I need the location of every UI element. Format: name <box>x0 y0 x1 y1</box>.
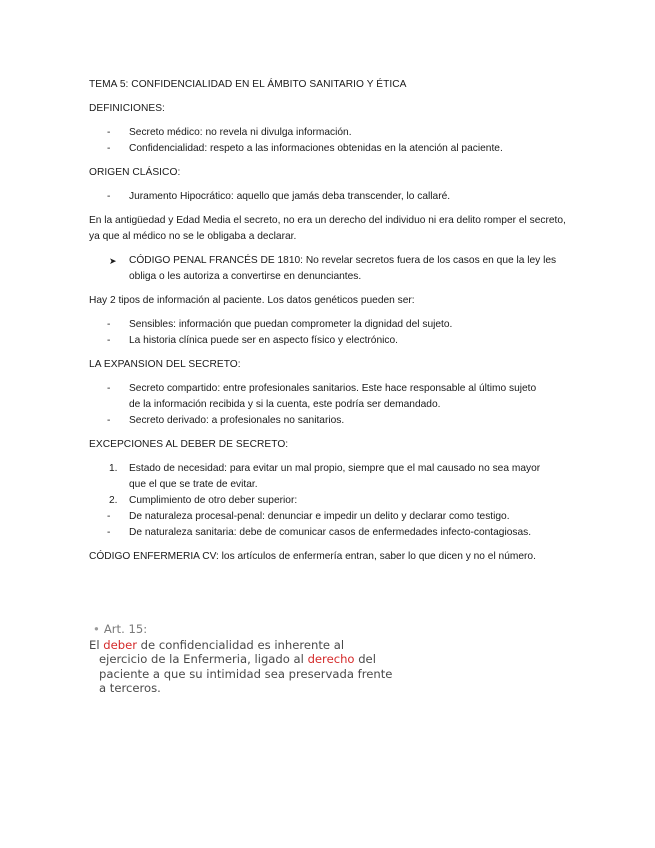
list-item-text: Estado de necesidad: para evitar un mal propio, siempre que el mal causado no sea mayor <box>129 463 541 474</box>
list-item <box>89 413 569 429</box>
list-item-text: La historia clínica puede ser en aspecto físico y electrónico. <box>129 335 398 346</box>
highlight-derecho: derecho <box>307 652 355 666</box>
list-item <box>89 493 569 509</box>
list-item-text: Cumplimiento de otro deber superior: <box>129 495 298 506</box>
bullet-icon: • <box>93 622 100 636</box>
list-item <box>89 125 569 141</box>
excepciones-heading: EXCEPCIONES AL DEBER DE SECRETO: <box>89 439 289 450</box>
list-item-text: Sensibles: información que puedan comprometer la dignidad del sujeto. <box>129 319 453 330</box>
dash-marker: - <box>107 383 111 394</box>
list-item-text: De naturaleza procesal-penal: denunciar e impedir un delito y declarar como testigo. <box>129 511 510 522</box>
number-marker: 1. <box>109 463 118 474</box>
list-item <box>89 333 569 349</box>
article-line <box>89 652 409 667</box>
list-item <box>89 381 569 413</box>
list-item <box>89 141 569 157</box>
article-line <box>89 638 409 653</box>
list-item-text: De naturaleza sanitaria: debe de comunicar casos de enfermedades infecto-contagiosas. <box>129 527 532 538</box>
origen-list <box>89 189 569 205</box>
list-item <box>89 253 569 285</box>
article-title-text: Art. 15: <box>103 622 148 636</box>
number-marker: 2. <box>109 495 118 506</box>
article-text: ejercicio de la Enfermeria, ligado al <box>99 652 308 666</box>
tipos-list <box>89 317 569 349</box>
dash-marker: - <box>107 415 111 426</box>
list-item <box>89 189 569 205</box>
list-item-text: CÓDIGO PENAL FRANCÉS DE 1810: No revelar secretos fuera de los casos en que la ley les <box>129 255 557 266</box>
article-15-excerpt <box>89 622 409 696</box>
expansion-list <box>89 381 569 429</box>
dash-marker: - <box>107 319 111 330</box>
document-body <box>89 77 569 573</box>
list-item <box>89 317 569 333</box>
dash-marker: - <box>107 511 111 522</box>
expansion-heading: LA EXPANSION DEL SECRETO: <box>89 359 241 370</box>
list-item-text: de la información recibida y si la cuenta, este podría ser demandado. <box>129 399 441 410</box>
highlight-deber: deber <box>103 637 137 652</box>
tipos-paragraph: Hay 2 tipos de información al paciente. Los datos genéticos pueden ser: <box>89 295 415 306</box>
list-item-text: Secreto derivado: a profesionales no sanitarios. <box>129 415 345 426</box>
list-item <box>89 509 569 525</box>
list-item-text: que el que se trate de evitar. <box>129 479 258 490</box>
dash-marker: - <box>107 143 111 154</box>
article-line: a terceros. <box>99 681 161 695</box>
list-item-text: obliga o les autoriza a convertirse en denunciantes. <box>129 271 362 282</box>
list-item-text: Secreto compartido: entre profesionales sanitarios. Este hace responsable al último sujeto <box>129 383 537 394</box>
list-item <box>89 525 569 541</box>
codigo-penal-list <box>89 253 569 285</box>
definiciones-list <box>89 125 569 157</box>
list-item-text: Juramento Hipocrático: aquello que jamás deba transcender, lo callaré. <box>129 191 451 202</box>
document-title: TEMA 5: CONFIDENCIALIDAD EN EL ÁMBITO SANITARIO Y ÉTICA <box>89 79 407 90</box>
origen-paragraph: En la antigüedad y Edad Media el secreto, no era un derecho del individuo ni era delito romper el secreto, ya que al médico no se le obligaba a declarar. <box>89 215 566 242</box>
article-line: paciente a que su intimidad sea preservada frente <box>99 666 393 681</box>
dash-marker: - <box>107 335 111 346</box>
dash-marker: - <box>107 127 111 138</box>
article-text: de confidencialidad es inherente al <box>137 637 345 652</box>
list-item <box>89 461 569 493</box>
excepciones-list <box>89 461 569 541</box>
dash-marker: - <box>107 527 111 538</box>
codigo-paragraph: CÓDIGO ENFERMERIA CV: los artículos de enfermería entran, saber lo que dicen y no el número. <box>89 551 536 562</box>
definiciones-heading: DEFINICIONES: <box>89 103 165 114</box>
dash-marker: - <box>107 191 111 202</box>
article-text: del <box>354 652 376 666</box>
origen-heading: ORIGEN CLÁSICO: <box>89 167 181 178</box>
article-title <box>89 622 409 637</box>
list-item-text: Confidencialidad: respeto a las informaciones obtenidas en la atención al paciente. <box>129 143 503 154</box>
article-text: El <box>89 637 104 652</box>
arrow-bullet-icon: ➤ <box>109 256 117 266</box>
list-item-text: Secreto médico: no revela ni divulga información. <box>129 127 352 138</box>
